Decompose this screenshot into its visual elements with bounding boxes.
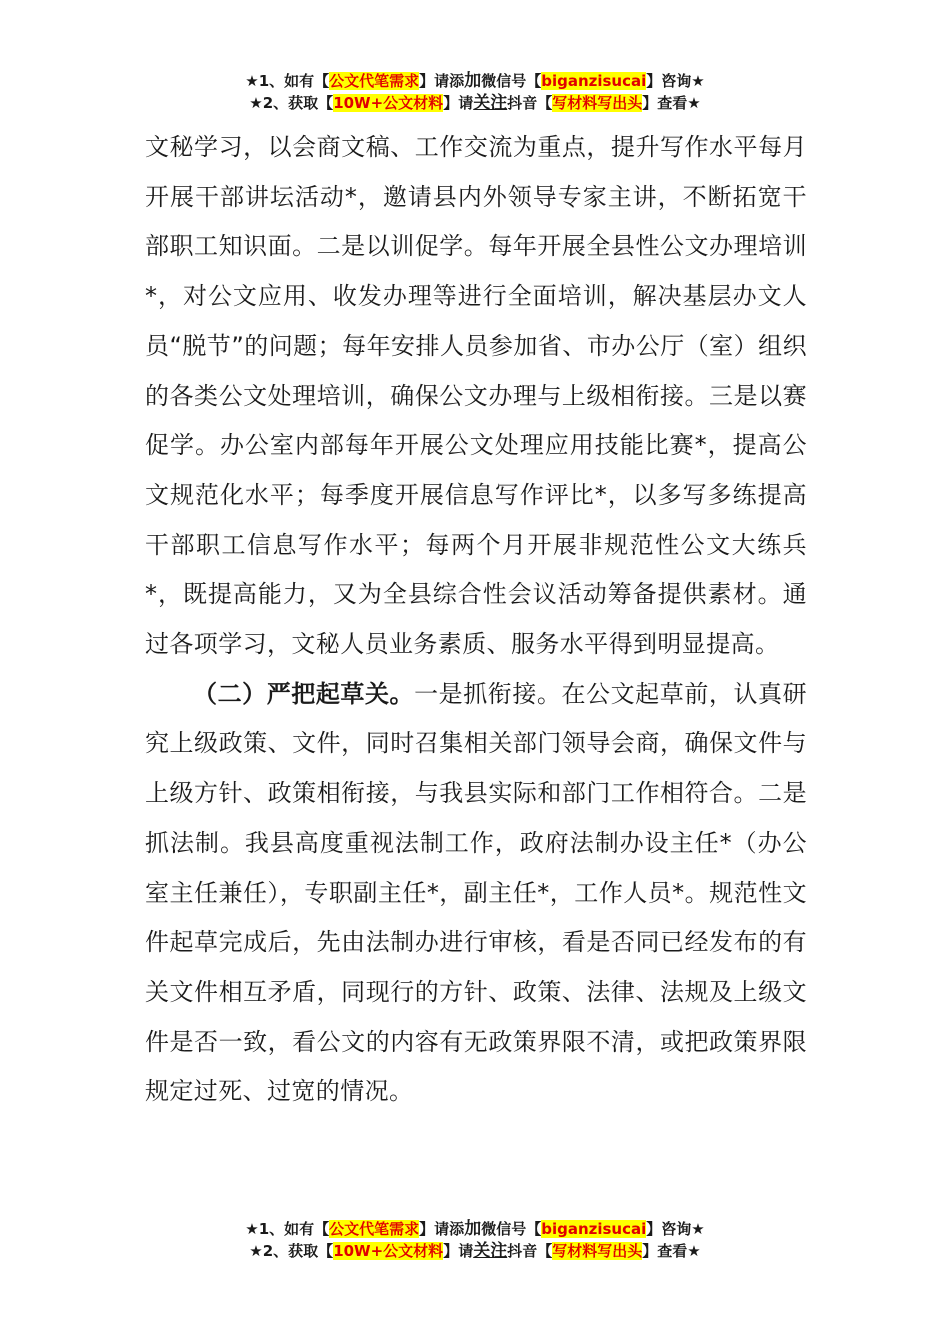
- highlight-materials: 10W+公文材料: [333, 94, 444, 112]
- highlight-materials: 10W+公文材料: [333, 1242, 444, 1260]
- banner-line-1: ★1、如有【公文代笔需求】请添加微信号【biganzisucai】咨询★: [245, 1219, 705, 1239]
- banner-line-2: ★2、获取【10W+公文材料】请关注抖音【写材料写出头】查看★: [249, 93, 701, 113]
- footer-banner: [0, 1218, 950, 1262]
- paragraph-2-text: 一是抓衔接。在公文起草前，认真研究上级政策、文件，同时召集相关部门领导会商，确保文件与上级方针、政策相衔接，与我县实际和部门工作相符合。二是抓法制。我县高度重视法制工作，政府法制办设主任*（办公室主任兼任），专职副主任*，副主任*，工作人员*。规范性文件起草完成后，先由法制办进行审核，看是否同已经发布的有关文件相互矛盾，同现行的方针、政策、法律、法规及上级文件是否一致，看公文的内容有无政策界限不清，或把政策界限规定过死、过宽的情况。: [145, 679, 807, 1106]
- highlight-douyin: 写材料写出头: [552, 1242, 643, 1260]
- banner-line-2: ★2、获取【10W+公文材料】请关注抖音【写材料写出头】查看★: [249, 1241, 701, 1261]
- highlight-service: 公文代笔需求: [329, 72, 420, 90]
- document-body: [145, 123, 807, 1117]
- header-banner: [0, 70, 950, 114]
- highlight-douyin: 写材料写出头: [552, 94, 643, 112]
- paragraph-1: 文秘学习，以会商文稿、工作交流为重点，提升写作水平每月开展干部讲坛活动*，邀请县内外领导专家主讲，不断拓宽干部职工知识面。二是以训促学。每年开展全县性公文办理培训*，对公文应用、收发办理等进行全面培训，解决基层办文人员“脱节”的问题；每年安排人员参加省、市办公厅（室）组织的各类公文处理培训，确保公文办理与上级相衔接。三是以赛促学。办公室内部每年开展公文处理应用技能比赛*，提高公文规范化水平；每季度开展信息写作评比*，以多写多练提高干部职工信息写作水平；每两个月开展非规范性公文大练兵*，既提高能力，又为全县综合性会议活动筹备提供素材。通过各项学习，文秘人员业务素质、服务水平得到明显提高。: [145, 133, 807, 659]
- highlight-wechat-id: biganzisucai: [541, 72, 647, 90]
- section-heading: （二）严把起草关。: [193, 679, 415, 708]
- highlight-service: 公文代笔需求: [329, 1220, 420, 1238]
- paragraph-2: [145, 670, 807, 1117]
- banner-line-1: ★1、如有【公文代笔需求】请添加微信号【biganzisucai】咨询★: [245, 71, 705, 91]
- highlight-wechat-id: biganzisucai: [541, 1220, 647, 1238]
